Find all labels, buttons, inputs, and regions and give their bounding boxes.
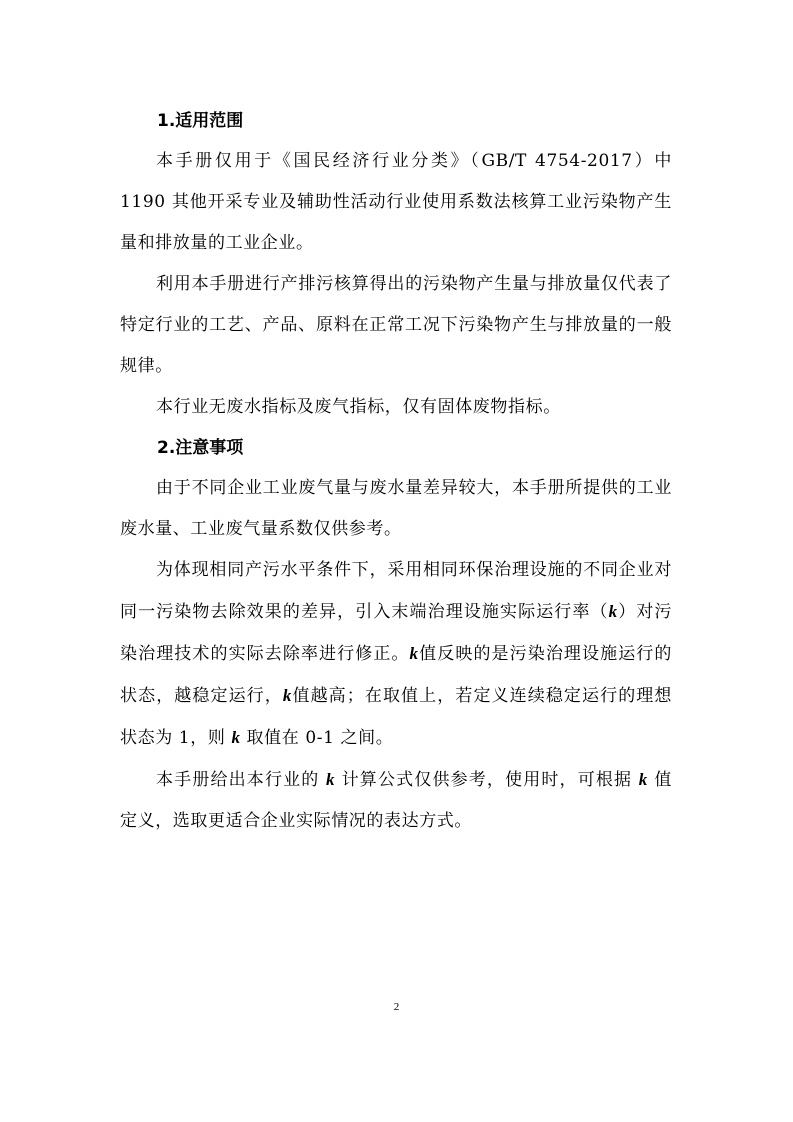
k-symbol: k — [409, 644, 419, 663]
text-run: 值越高；在取值上，若定义连续稳定运行的理想状态为 1，则 — [120, 686, 672, 748]
text-run: 值定义，选取更适合企业实际情况的表达方式。 — [120, 770, 673, 831]
page-content — [120, 101, 672, 842]
notes-paragraph-1 — [120, 468, 672, 550]
notes-paragraph-3 — [120, 759, 672, 842]
k-symbol: k — [638, 770, 648, 789]
k-symbol: k — [325, 770, 336, 789]
text-run: 由于不同企业工业废气量与废水量差异较大，本手册所提供的工业废水量、工业废气量系数仅供参考。 — [120, 478, 672, 539]
k-symbol: k — [282, 686, 292, 705]
notes-paragraph-2 — [120, 550, 672, 759]
scope-paragraph-3 — [120, 387, 672, 428]
section-heading-scope: 1.适用范围 — [157, 111, 244, 131]
section-heading-notes: 2.注意事项 — [157, 438, 244, 458]
text-run: 本手册仅用于《国民经济行业分类》（GB/T 4754-2017）中 1190 其他开采专业及辅助性活动行业使用系数法核算工业污染物产生量和排放量的工业企业。 — [120, 151, 672, 253]
text-run: 本手册给出本行业的 — [156, 770, 326, 790]
k-symbol: k — [231, 728, 241, 747]
text-run: 为体现相同产污水平条件下，采用相同环保治理设施的不同企业对同一污染物去除效果的差异，引入末端治理设施实际运行率（ — [120, 560, 672, 622]
text-run: 本行业无废水指标及废气指标，仅有固体废物指标。 — [156, 397, 561, 417]
page-number: 2 — [393, 1001, 400, 1013]
k-symbol: k — [608, 602, 618, 621]
text-run: 取值在 0-1 之间。 — [240, 728, 394, 748]
text-run: ）对污染治理技术的实际去除率进行修正。 — [120, 602, 672, 664]
scope-paragraph-2 — [120, 264, 672, 387]
text-run: 值反映的是污染治理设施运行的状态，越稳定运行， — [120, 644, 672, 706]
scope-paragraph-1 — [120, 141, 672, 264]
text-run: 利用本手册进行产排污核算得出的污染物产生量与排放量仅代表了特定行业的工艺、产品、原料在正常工况下污染物产生与排放量的一般规律。 — [120, 274, 672, 376]
text-run: 计算公式仅供参考，使用时，可根据 — [335, 770, 639, 790]
